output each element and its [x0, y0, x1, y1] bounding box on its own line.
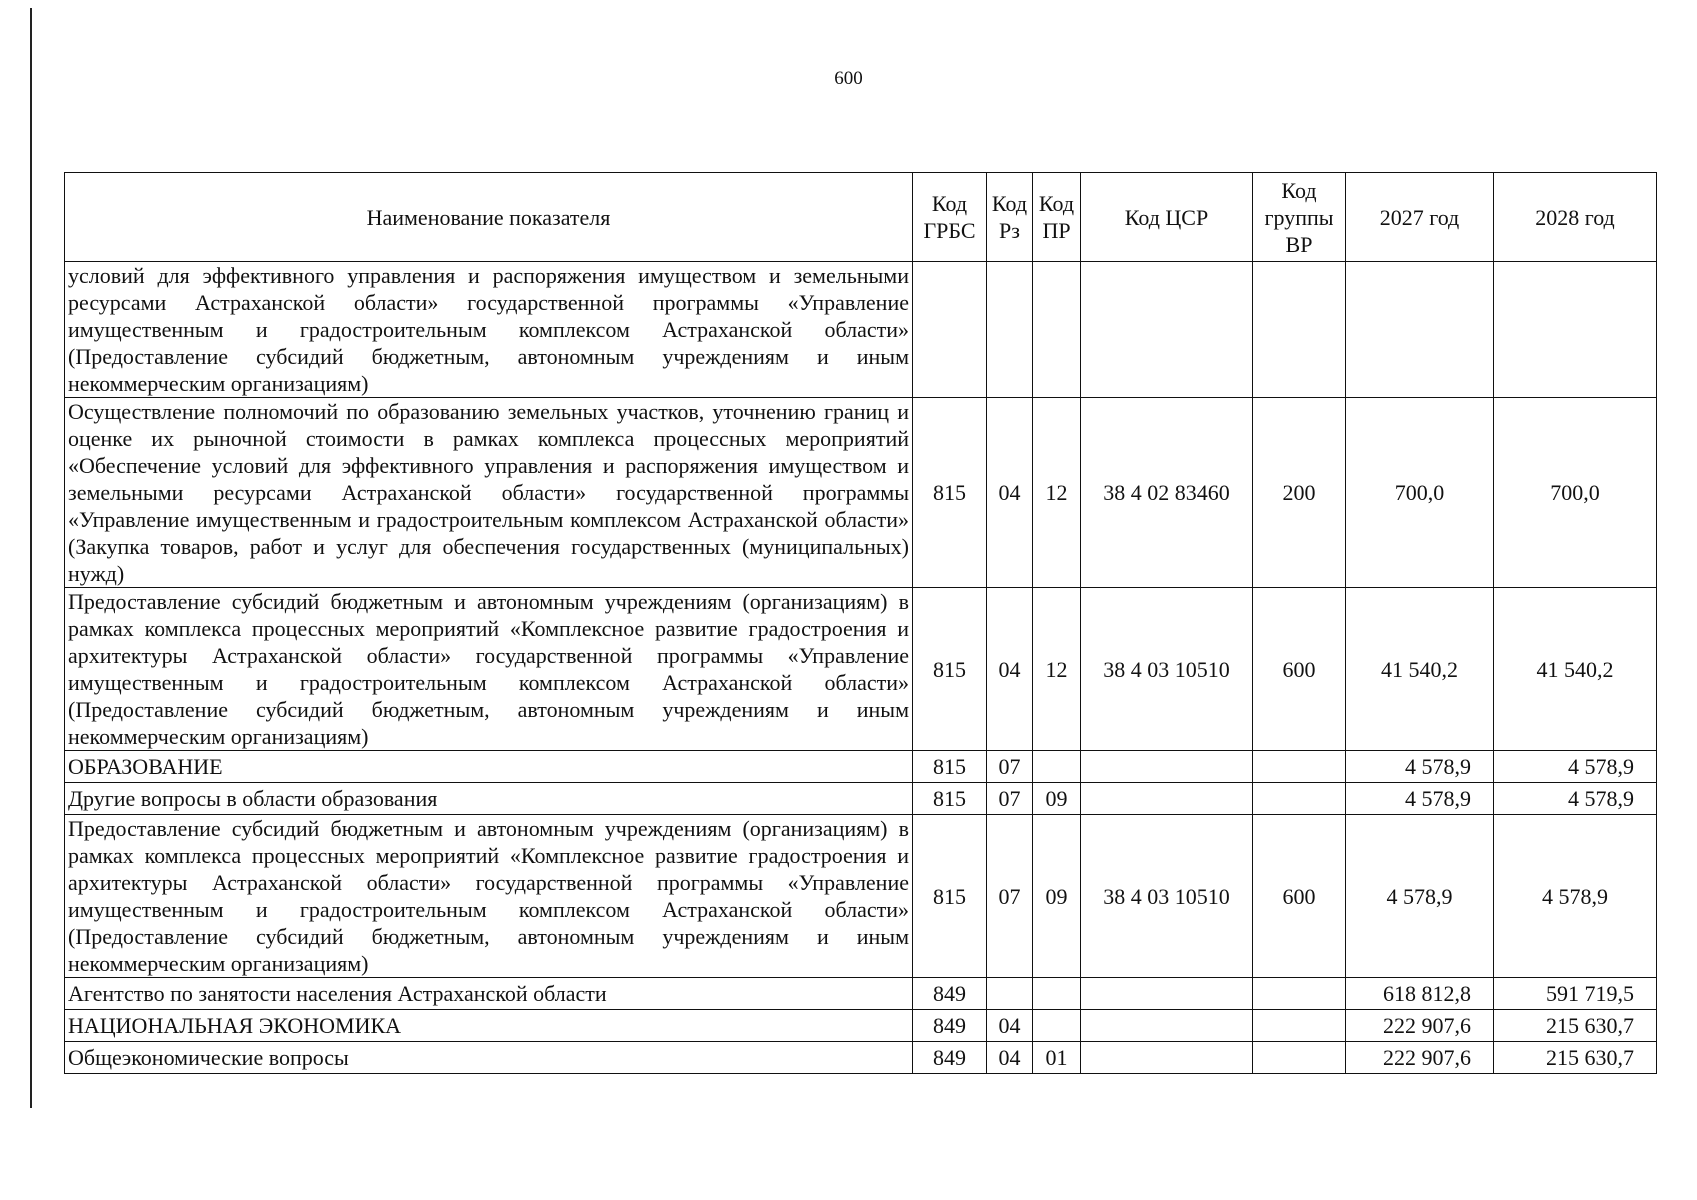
row-vr: [1253, 1010, 1346, 1042]
row-pr: [1033, 978, 1081, 1010]
row-2028: 700,0: [1494, 398, 1657, 588]
row-rz: 04: [987, 1042, 1033, 1074]
header-rz: Код Рз: [987, 173, 1033, 262]
header-csr: Код ЦСР: [1081, 173, 1253, 262]
row-csr: 38 4 03 10510: [1081, 815, 1253, 978]
table-row: [65, 783, 1657, 815]
row-grbs: [913, 262, 987, 398]
row-name: Общеэкономические вопросы: [65, 1042, 913, 1074]
row-pr: [1033, 1010, 1081, 1042]
row-grbs: 815: [913, 815, 987, 978]
row-grbs: 815: [913, 751, 987, 783]
row-pr: [1033, 262, 1081, 398]
row-name: НАЦИОНАЛЬНАЯ ЭКОНОМИКА: [65, 1010, 913, 1042]
row-rz: 04: [987, 1010, 1033, 1042]
row-grbs: 815: [913, 588, 987, 751]
header-2027: 2027 год: [1346, 173, 1494, 262]
row-2027: 222 907,6: [1346, 1042, 1494, 1074]
header-name: Наименование показателя: [65, 173, 913, 262]
row-2027: 618 812,8: [1346, 978, 1494, 1010]
row-2028: 591 719,5: [1494, 978, 1657, 1010]
row-2027: 4 578,9: [1346, 815, 1494, 978]
row-pr: 12: [1033, 588, 1081, 751]
row-grbs: 815: [913, 398, 987, 588]
row-2027: 4 578,9: [1346, 783, 1494, 815]
row-rz: 07: [987, 751, 1033, 783]
row-grbs: 849: [913, 1010, 987, 1042]
page-number: 600: [834, 68, 863, 89]
row-2028: 215 630,7: [1494, 1042, 1657, 1074]
row-csr: 38 4 02 83460: [1081, 398, 1253, 588]
row-csr: [1081, 1042, 1253, 1074]
table-row: [65, 978, 1657, 1010]
row-pr: [1033, 751, 1081, 783]
row-name: Осуществление полномочий по образованию земельных участков, уточнению границ и оценке их рыночной стоимости в рамках комплекса процессных мероприятий «Обеспечение условий для эффективного управления и распоряжения имуществом и земельными ресурсами Астраханской области» государственной программы «Управление имущественным и градостроительным комплексом Астраханской области» (Закупка товаров, работ и услуг для обеспечения государственных (муниципальных) нужд): [65, 398, 913, 588]
table-row: [65, 1042, 1657, 1074]
row-name: Агентство по занятости населения Астраханской области: [65, 978, 913, 1010]
row-rz: 04: [987, 588, 1033, 751]
header-grbs: Код ГРБС: [913, 173, 987, 262]
row-grbs: 849: [913, 1042, 987, 1074]
row-2028: 41 540,2: [1494, 588, 1657, 751]
row-vr: [1253, 783, 1346, 815]
table-row: [65, 815, 1657, 978]
row-2028: 215 630,7: [1494, 1010, 1657, 1042]
row-rz: 07: [987, 783, 1033, 815]
row-grbs: 849: [913, 978, 987, 1010]
row-2028: 4 578,9: [1494, 783, 1657, 815]
row-pr: 01: [1033, 1042, 1081, 1074]
row-vr: 600: [1253, 815, 1346, 978]
table-row: [65, 751, 1657, 783]
table-row: [65, 1010, 1657, 1042]
row-pr: 12: [1033, 398, 1081, 588]
row-2027: 222 907,6: [1346, 1010, 1494, 1042]
row-vr: [1253, 262, 1346, 398]
row-vr: [1253, 1042, 1346, 1074]
row-vr: [1253, 751, 1346, 783]
row-grbs: 815: [913, 783, 987, 815]
table-row: [65, 588, 1657, 751]
row-2027: 41 540,2: [1346, 588, 1494, 751]
table-row: [65, 262, 1657, 398]
row-vr: [1253, 978, 1346, 1010]
row-rz: 07: [987, 815, 1033, 978]
row-csr: [1081, 1010, 1253, 1042]
row-rz: [987, 262, 1033, 398]
row-2027: 4 578,9: [1346, 751, 1494, 783]
row-name: Другие вопросы в области образования: [65, 783, 913, 815]
row-name: Предоставление субсидий бюджетным и автономным учреждениям (организациям) в рамках комплекса процессных мероприятий «Комплексное развитие градостроения и архитектуры Астраханской области» государственной программы «Управление имущественным и градостроительным комплексом Астраханской области» (Предоставление субсидий бюджетным, автономным учреждениям и иным некоммерческим организациям): [65, 815, 913, 978]
row-name: Предоставление субсидий бюджетным и автономным учреждениям (организациям) в рамках комплекса процессных мероприятий «Комплексное развитие градостроения и архитектуры Астраханской области» государственной программы «Управление имущественным и градостроительным комплексом Астраханской области» (Предоставление субсидий бюджетным, автономным учреждениям и иным некоммерческим организациям): [65, 588, 913, 751]
row-csr: [1081, 751, 1253, 783]
row-name: ОБРАЗОВАНИЕ: [65, 751, 913, 783]
row-csr: [1081, 262, 1253, 398]
row-name: условий для эффективного управления и распоряжения имуществом и земельными ресурсами Астраханской области» государственной программы «Управление имущественным и градостроительным комплексом Астраханской области» (Предоставление субсидий бюджетным, автономным учреждениям и иным некоммерческим организациям): [65, 262, 913, 398]
row-2027: 700,0: [1346, 398, 1494, 588]
row-2028: 4 578,9: [1494, 815, 1657, 978]
row-vr: 600: [1253, 588, 1346, 751]
row-2028: 4 578,9: [1494, 751, 1657, 783]
row-pr: 09: [1033, 815, 1081, 978]
header-pr: Код ПР: [1033, 173, 1081, 262]
row-csr: 38 4 03 10510: [1081, 588, 1253, 751]
header-2028: 2028 год: [1494, 173, 1657, 262]
row-2028: [1494, 262, 1657, 398]
row-csr: [1081, 783, 1253, 815]
table-row: [65, 398, 1657, 588]
row-2027: [1346, 262, 1494, 398]
row-rz: 04: [987, 398, 1033, 588]
binding-margin-line: [30, 8, 32, 1108]
row-vr: 200: [1253, 398, 1346, 588]
row-csr: [1081, 978, 1253, 1010]
header-vr: Код группы ВР: [1253, 173, 1346, 262]
row-rz: [987, 978, 1033, 1010]
budget-table: [64, 172, 1657, 1074]
row-pr: 09: [1033, 783, 1081, 815]
header-row: [65, 173, 1657, 262]
